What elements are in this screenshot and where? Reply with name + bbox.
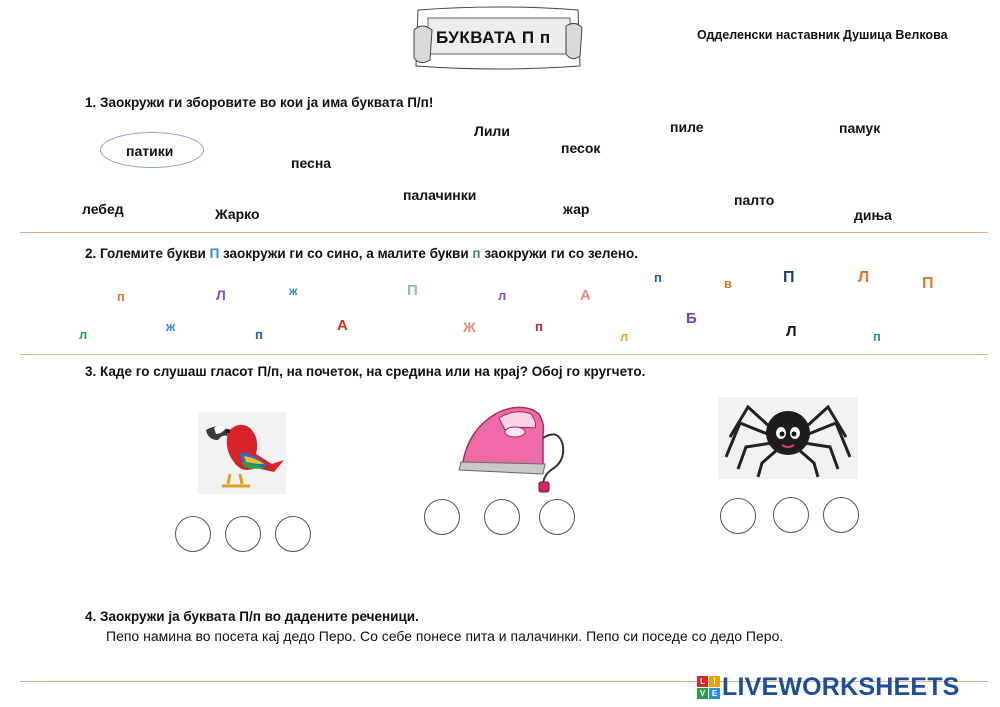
page-title: БУКВАТА П п bbox=[436, 28, 551, 47]
question-2-text: 2. Големите букви П заокружи ги со сино, а малите букви п заокружи ги со зелено. bbox=[85, 246, 638, 261]
question-4-text: 4. Заокружи ја буквата П/п во дадените реченици. bbox=[85, 609, 419, 624]
iron-sound-circle-middle[interactable] bbox=[484, 499, 520, 535]
sentence-text[interactable]: Пепо намина во посета кај дедо Перо. Со себе понесе пита и палачинки. Пепо си поседе со дедо Перо. bbox=[106, 628, 784, 644]
spider-sound-circle-end[interactable] bbox=[823, 497, 859, 533]
word-lili[interactable]: Лили bbox=[474, 123, 510, 139]
parrot-picture bbox=[198, 412, 286, 494]
liveworksheets-logo bbox=[697, 672, 960, 702]
letter-item[interactable]: п bbox=[873, 329, 881, 344]
word-pesok[interactable]: песок bbox=[561, 140, 601, 156]
letter-item[interactable]: П bbox=[922, 275, 934, 292]
letter-item[interactable]: л bbox=[79, 327, 88, 342]
letter-item[interactable]: п bbox=[654, 270, 662, 285]
letter-item[interactable]: П bbox=[783, 269, 795, 286]
word-lebed[interactable]: лебед bbox=[82, 201, 124, 217]
parrot-sound-circle-end[interactable] bbox=[275, 516, 311, 552]
logo-text: LIVEWORKSHEETS bbox=[722, 672, 960, 701]
small-letter-sample: п bbox=[472, 246, 481, 261]
letter-item[interactable]: Ж bbox=[463, 319, 476, 335]
letter-item[interactable]: ж bbox=[166, 319, 176, 334]
iron-picture bbox=[455, 398, 573, 496]
letter-item[interactable]: п bbox=[255, 327, 263, 342]
word-pesna[interactable]: песна bbox=[291, 155, 332, 171]
letter-item[interactable]: л bbox=[620, 329, 629, 344]
parrot-sound-circle-middle[interactable] bbox=[225, 516, 261, 552]
letter-item[interactable]: А bbox=[337, 317, 348, 334]
word-patiki[interactable]: патики bbox=[126, 143, 174, 159]
letter-item[interactable]: п bbox=[117, 289, 125, 304]
question-1-text: 1. Заокружи ги зборовите во кои ја има буквата П/п! bbox=[85, 95, 434, 110]
iron-sound-circle-end[interactable] bbox=[539, 499, 575, 535]
question-3-text: 3. Каде го слушаш гласот П/п, на почеток, на средина или на крај? Обој го кругчето. bbox=[85, 364, 646, 379]
big-letter-sample: П bbox=[209, 246, 220, 261]
word-dinja[interactable]: диња bbox=[854, 207, 892, 223]
letter-item[interactable]: ж bbox=[289, 284, 298, 298]
word-palto[interactable]: палто bbox=[734, 192, 775, 208]
letter-item[interactable]: А bbox=[580, 287, 591, 304]
letter-item[interactable]: Б bbox=[686, 310, 697, 327]
letter-item[interactable]: в bbox=[724, 276, 732, 291]
logo-icon: L I V E bbox=[697, 676, 720, 699]
divider-1 bbox=[20, 232, 988, 233]
letter-item[interactable]: Л bbox=[858, 269, 870, 286]
teacher-name: Одделенски наставник Душица Велкова bbox=[697, 28, 948, 42]
letter-item[interactable]: Л bbox=[786, 323, 797, 340]
word-pile[interactable]: пиле bbox=[670, 119, 704, 135]
word-palachinki[interactable]: палачинки bbox=[403, 187, 477, 203]
spider-picture bbox=[718, 397, 858, 479]
spider-sound-circle-middle[interactable] bbox=[773, 497, 809, 533]
spider-sound-circle-start[interactable] bbox=[720, 498, 756, 534]
letter-item[interactable]: П bbox=[407, 282, 418, 299]
divider-2 bbox=[20, 354, 988, 355]
word-zhar[interactable]: жар bbox=[563, 201, 590, 217]
parrot-sound-circle-start[interactable] bbox=[175, 516, 211, 552]
letter-item[interactable]: л bbox=[498, 288, 507, 303]
letter-item[interactable]: п bbox=[535, 319, 543, 334]
iron-sound-circle-start[interactable] bbox=[424, 499, 460, 535]
word-pamuk[interactable]: памук bbox=[839, 120, 881, 136]
letter-item[interactable]: Л bbox=[216, 287, 226, 303]
word-zharko[interactable]: Жарко bbox=[215, 206, 260, 222]
